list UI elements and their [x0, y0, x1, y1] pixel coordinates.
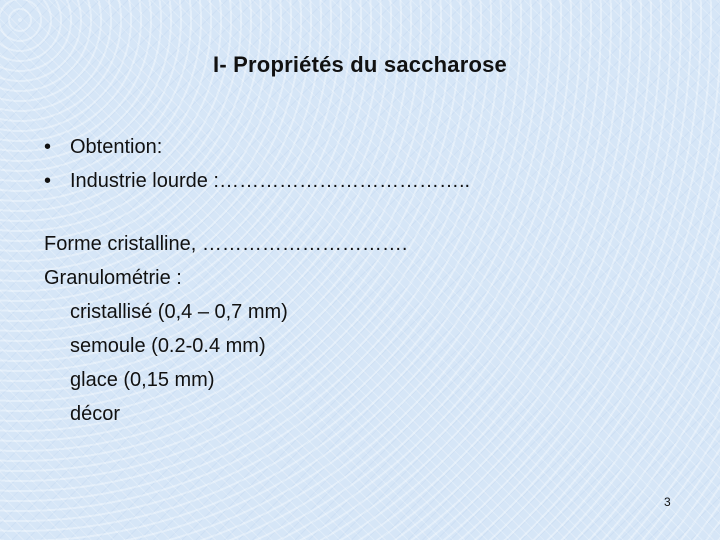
bullet-marker: •	[44, 170, 52, 192]
granulometrie-item: décor	[70, 403, 121, 425]
bullet-text: Obtention:	[70, 136, 163, 158]
forme-line: Forme cristalline, ………………………….	[44, 233, 408, 255]
granulometrie-item: glace (0,15 mm)	[70, 369, 215, 391]
properties-block	[44, 227, 407, 431]
slide-title: I- Propriétés du saccharose	[213, 52, 507, 77]
bullet-item	[44, 130, 470, 164]
page-number: 3	[664, 495, 671, 509]
bullet-list	[44, 130, 470, 198]
bullet-marker: •	[44, 136, 52, 158]
granulometrie-label: Granulométrie :	[44, 267, 182, 289]
granulometrie-item: semoule (0.2-0.4 mm)	[70, 335, 266, 357]
granulometrie-item: cristallisé (0,4 – 0,7 mm)	[70, 301, 288, 323]
bullet-text: Industrie lourde :………………………………..	[70, 170, 471, 192]
bullet-item	[44, 164, 470, 198]
